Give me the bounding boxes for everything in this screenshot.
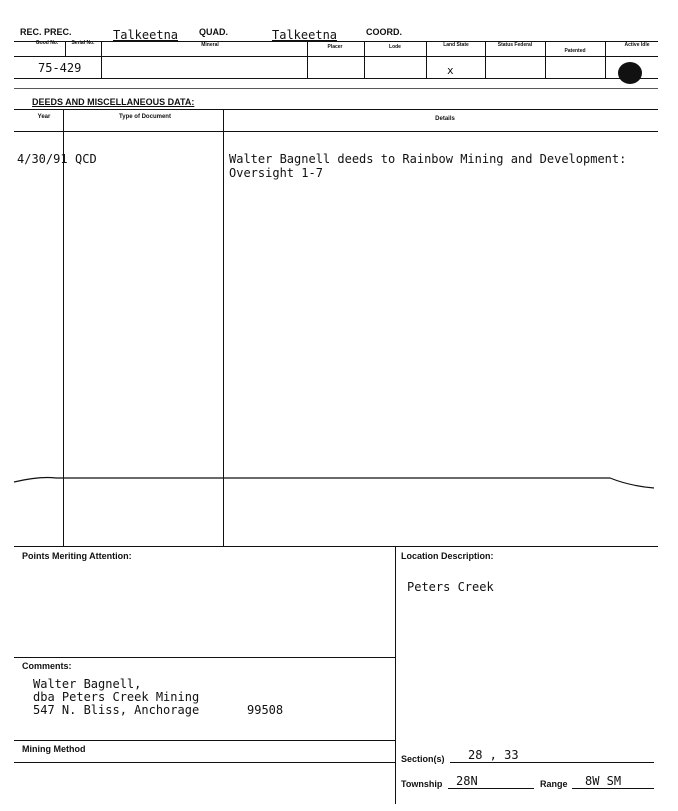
quad-value: Talkeetna	[272, 28, 338, 42]
header-base-rule	[14, 88, 658, 89]
location-value: Peters Creek	[407, 580, 494, 594]
township-label: Township	[401, 779, 443, 789]
col-year: Year	[37, 114, 51, 120]
sections-underline	[450, 762, 654, 763]
comments-line2: dba Peters Creek Mining	[33, 690, 200, 704]
mining-top-rule	[14, 740, 395, 741]
deeds-title: DEEDS AND MISCELLANEOUS DATA:	[32, 97, 195, 107]
sections-value: 28 , 33	[468, 748, 519, 762]
deed-details-line1: Walter Bagnell deeds to Rainbow Mining and Development:	[229, 152, 627, 166]
bottom-divider	[395, 546, 396, 804]
comments-zip: 99508	[247, 703, 284, 717]
comments-top-rule	[14, 657, 395, 658]
header-divider	[545, 41, 546, 78]
col-details: Details	[435, 116, 455, 122]
header-divider	[364, 41, 365, 78]
col-good-no: Good No.	[35, 40, 59, 46]
mining-bottom-rule	[14, 762, 395, 763]
col-status-federal: Status Federal	[497, 42, 533, 48]
deed-year: 4/30/91	[17, 152, 68, 166]
header-divider	[307, 41, 308, 78]
col-mineral: Mineral	[201, 42, 219, 48]
col-active-idle: Active Idle	[624, 42, 650, 48]
points-label: Points Meriting Attention:	[22, 551, 132, 561]
header-top-rule	[14, 41, 658, 42]
township-underline	[448, 788, 534, 789]
quad-label: QUAD.	[199, 27, 228, 37]
deed-details-line2: Oversight 1-7	[229, 166, 323, 180]
range-underline	[572, 788, 654, 789]
active-idle-filled-dot	[618, 62, 642, 84]
rec-prec-value: Talkeetna	[113, 28, 179, 42]
col-placer: Placer	[327, 44, 343, 50]
good-no-value: 75-429	[38, 61, 82, 75]
col-serial-no: Serial No.	[71, 40, 95, 46]
rec-prec-label: REC. PREC.	[20, 27, 72, 37]
range-value: 8W SM	[585, 774, 622, 788]
col-land-state: Land State	[443, 42, 469, 48]
range-label: Range	[540, 779, 568, 789]
header-divider	[605, 41, 606, 78]
fold-line	[0, 468, 678, 498]
bottom-top-rule	[14, 546, 658, 547]
mining-method-label: Mining Method	[22, 744, 86, 754]
col-lode: Lode	[389, 44, 401, 50]
deeds-header-rule	[14, 131, 658, 132]
col-type-of-document: Type of Document	[119, 114, 171, 120]
comments-line1: Walter Bagnell,	[33, 677, 142, 691]
header-mid-rule	[14, 56, 658, 57]
comments-label: Comments:	[22, 661, 72, 671]
location-label: Location Description:	[401, 551, 494, 561]
sections-label: Section(s)	[401, 754, 445, 764]
coord-label: COORD.	[366, 27, 402, 37]
header-divider	[65, 41, 66, 56]
col-patented: Patented	[564, 48, 586, 54]
comments-line3: 547 N. Bliss, Anchorage	[33, 703, 200, 717]
deeds-top-rule	[14, 109, 658, 110]
header-divider	[101, 41, 102, 78]
township-value: 28N	[456, 774, 478, 788]
header-divider	[426, 41, 427, 78]
deed-type: QCD	[75, 152, 97, 166]
land-state-mark: x	[447, 64, 454, 77]
header-divider	[485, 41, 486, 78]
header-bottom-rule	[14, 78, 658, 79]
